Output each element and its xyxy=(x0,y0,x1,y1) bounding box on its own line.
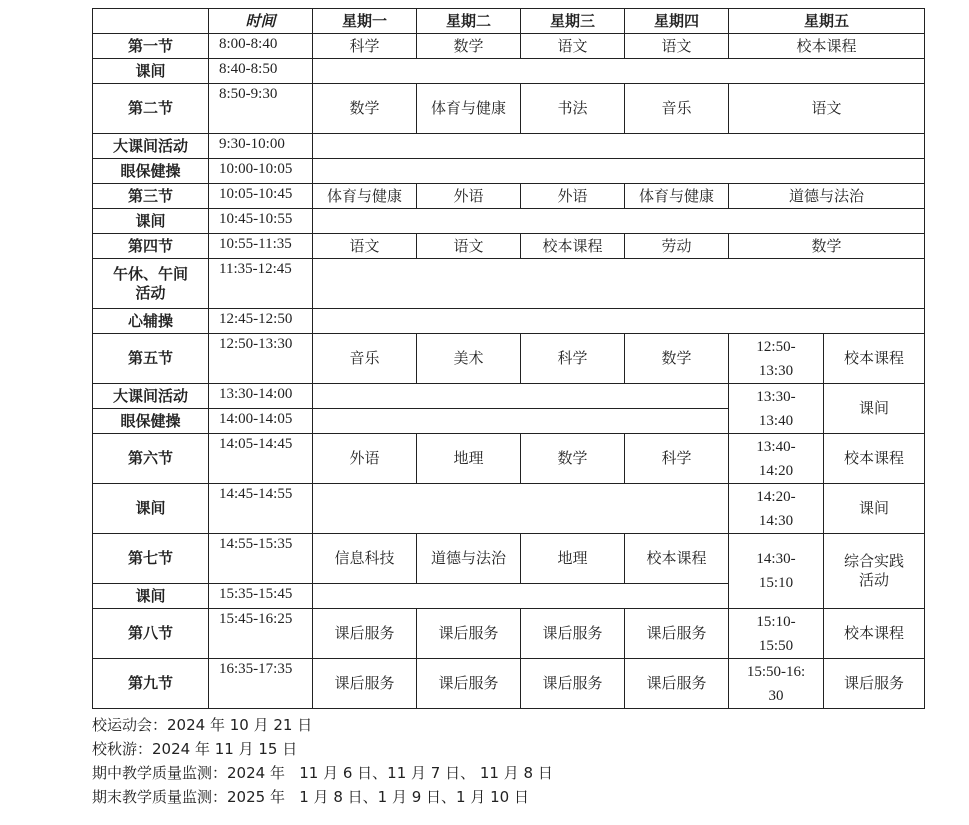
cell-thursday: 数学 xyxy=(625,334,729,384)
cell-monday: 信息科技 xyxy=(313,534,417,584)
friday-time: 14:30-15:10 xyxy=(729,534,824,609)
note-midterm-exam: 期中教学质量监测：2024 年 11 月 6 日、11 月 7 日、 11 月 8 日 xyxy=(92,764,553,782)
table-row xyxy=(93,659,925,709)
period-time: 9:30-10:00 xyxy=(209,134,313,159)
timetable xyxy=(92,8,925,709)
cell-thursday: 语文 xyxy=(625,34,729,59)
period-label: 第八节 xyxy=(93,609,209,659)
cell-tuesday: 课后服务 xyxy=(417,659,521,709)
period-time: 12:50-13:30 xyxy=(209,334,313,384)
cell-thursday: 课后服务 xyxy=(625,659,729,709)
period-label: 第二节 xyxy=(93,84,209,134)
cell-wednesday: 语文 xyxy=(521,34,625,59)
cell-tuesday: 数学 xyxy=(417,34,521,59)
period-label: 第一节 xyxy=(93,34,209,59)
friday-time: 15:10-15:50 xyxy=(729,609,824,659)
period-time: 14:05-14:45 xyxy=(209,434,313,484)
break-span xyxy=(313,409,729,434)
period-time: 10:05-10:45 xyxy=(209,184,313,209)
cell-friday: 课后服务 xyxy=(824,659,925,709)
period-time: 15:35-15:45 xyxy=(209,584,313,609)
cell-wednesday: 地理 xyxy=(521,534,625,584)
break-span xyxy=(313,259,925,309)
period-time: 11:35-12:45 xyxy=(209,259,313,309)
break-span xyxy=(313,584,729,609)
break-span xyxy=(313,484,729,534)
cell-monday: 课后服务 xyxy=(313,659,417,709)
header-blank xyxy=(93,9,209,34)
break-span xyxy=(313,209,925,234)
cell-friday: 数学 xyxy=(729,234,925,259)
period-label: 课间 xyxy=(93,209,209,234)
break-span xyxy=(313,384,729,409)
note-autumn-trip: 校秋游：2024 年 11 月 15 日 xyxy=(92,740,298,758)
header-thursday: 星期四 xyxy=(625,9,729,34)
table-row xyxy=(93,59,925,84)
period-label: 心辅操 xyxy=(93,309,209,334)
break-span xyxy=(313,59,925,84)
period-time: 15:45-16:25 xyxy=(209,609,313,659)
friday-time: 15:50-16: 30 xyxy=(729,659,824,709)
cell-wednesday: 科学 xyxy=(521,334,625,384)
cell-friday: 课间 xyxy=(824,484,925,534)
cell-thursday: 体育与健康 xyxy=(625,184,729,209)
period-label: 第六节 xyxy=(93,434,209,484)
period-time: 14:45-14:55 xyxy=(209,484,313,534)
period-time: 14:55-15:35 xyxy=(209,534,313,584)
period-time: 10:45-10:55 xyxy=(209,209,313,234)
period-time: 13:30-14:00 xyxy=(209,384,313,409)
table-row xyxy=(93,159,925,184)
cell-monday: 课后服务 xyxy=(313,609,417,659)
table-row xyxy=(93,434,925,484)
period-time: 8:50-9:30 xyxy=(209,84,313,134)
cell-wednesday: 校本课程 xyxy=(521,234,625,259)
period-label: 第七节 xyxy=(93,534,209,584)
period-time: 12:45-12:50 xyxy=(209,309,313,334)
cell-friday: 校本课程 xyxy=(824,334,925,384)
period-label: 大课间活动 xyxy=(93,134,209,159)
period-time: 10:00-10:05 xyxy=(209,159,313,184)
cell-thursday: 劳动 xyxy=(625,234,729,259)
period-label: 课间 xyxy=(93,59,209,84)
cell-friday: 校本课程 xyxy=(824,434,925,484)
period-label: 眼保健操 xyxy=(93,159,209,184)
cell-monday: 体育与健康 xyxy=(313,184,417,209)
cell-wednesday: 数学 xyxy=(521,434,625,484)
table-row xyxy=(93,609,925,659)
table-row xyxy=(93,484,925,534)
header-friday: 星期五 xyxy=(729,9,925,34)
period-time: 8:00-8:40 xyxy=(209,34,313,59)
break-span xyxy=(313,159,925,184)
table-row xyxy=(93,384,925,409)
friday-time: 13:30-13:40 xyxy=(729,384,824,434)
cell-monday: 语文 xyxy=(313,234,417,259)
cell-friday: 校本课程 xyxy=(824,609,925,659)
cell-tuesday: 地理 xyxy=(417,434,521,484)
header-tuesday: 星期二 xyxy=(417,9,521,34)
cell-friday: 课间 xyxy=(824,384,925,434)
break-span xyxy=(313,309,925,334)
cell-wednesday: 课后服务 xyxy=(521,609,625,659)
header-monday: 星期一 xyxy=(313,9,417,34)
cell-wednesday: 书法 xyxy=(521,84,625,134)
break-span xyxy=(313,134,925,159)
period-label: 第三节 xyxy=(93,184,209,209)
table-row xyxy=(93,234,925,259)
cell-friday: 综合实践活动 xyxy=(824,534,925,609)
table-row xyxy=(93,84,925,134)
cell-monday: 外语 xyxy=(313,434,417,484)
cell-tuesday: 道德与法治 xyxy=(417,534,521,584)
cell-tuesday: 语文 xyxy=(417,234,521,259)
table-row xyxy=(93,334,925,384)
cell-monday: 科学 xyxy=(313,34,417,59)
cell-tuesday: 外语 xyxy=(417,184,521,209)
cell-wednesday: 课后服务 xyxy=(521,659,625,709)
cell-wednesday: 外语 xyxy=(521,184,625,209)
period-label: 第五节 xyxy=(93,334,209,384)
period-label: 课间 xyxy=(93,484,209,534)
table-row xyxy=(93,134,925,159)
note-final-exam: 期末教学质量监测：2025 年 1 月 8 日、1 月 9 日、1 月 10 日 xyxy=(92,788,529,806)
header-row xyxy=(93,9,925,34)
table-row xyxy=(93,184,925,209)
period-time: 14:00-14:05 xyxy=(209,409,313,434)
period-label: 大课间活动 xyxy=(93,384,209,409)
cell-thursday: 科学 xyxy=(625,434,729,484)
cell-thursday: 音乐 xyxy=(625,84,729,134)
table-row xyxy=(93,34,925,59)
header-wednesday: 星期三 xyxy=(521,9,625,34)
cell-tuesday: 美术 xyxy=(417,334,521,384)
cell-thursday: 课后服务 xyxy=(625,609,729,659)
note-sports-day: 校运动会：2024 年 10 月 21 日 xyxy=(92,716,313,734)
cell-friday: 校本课程 xyxy=(729,34,925,59)
friday-time: 14:20-14:30 xyxy=(729,484,824,534)
cell-monday: 音乐 xyxy=(313,334,417,384)
period-time: 16:35-17:35 xyxy=(209,659,313,709)
event-notes xyxy=(92,713,553,809)
table-row xyxy=(93,259,925,309)
friday-time: 12:50-13:30 xyxy=(729,334,824,384)
period-label: 第九节 xyxy=(93,659,209,709)
table-row xyxy=(93,309,925,334)
cell-thursday: 校本课程 xyxy=(625,534,729,584)
friday-time: 13:40-14:20 xyxy=(729,434,824,484)
cell-tuesday: 课后服务 xyxy=(417,609,521,659)
cell-friday: 道德与法治 xyxy=(729,184,925,209)
header-time: 时间 xyxy=(209,9,313,34)
period-label: 眼保健操 xyxy=(93,409,209,434)
period-time: 10:55-11:35 xyxy=(209,234,313,259)
period-label: 午休、午间活动 xyxy=(93,259,209,309)
cell-monday: 数学 xyxy=(313,84,417,134)
period-label: 第四节 xyxy=(93,234,209,259)
cell-friday: 语文 xyxy=(729,84,925,134)
period-label: 课间 xyxy=(93,584,209,609)
table-row xyxy=(93,534,925,584)
table-row xyxy=(93,209,925,234)
period-time: 8:40-8:50 xyxy=(209,59,313,84)
cell-tuesday: 体育与健康 xyxy=(417,84,521,134)
